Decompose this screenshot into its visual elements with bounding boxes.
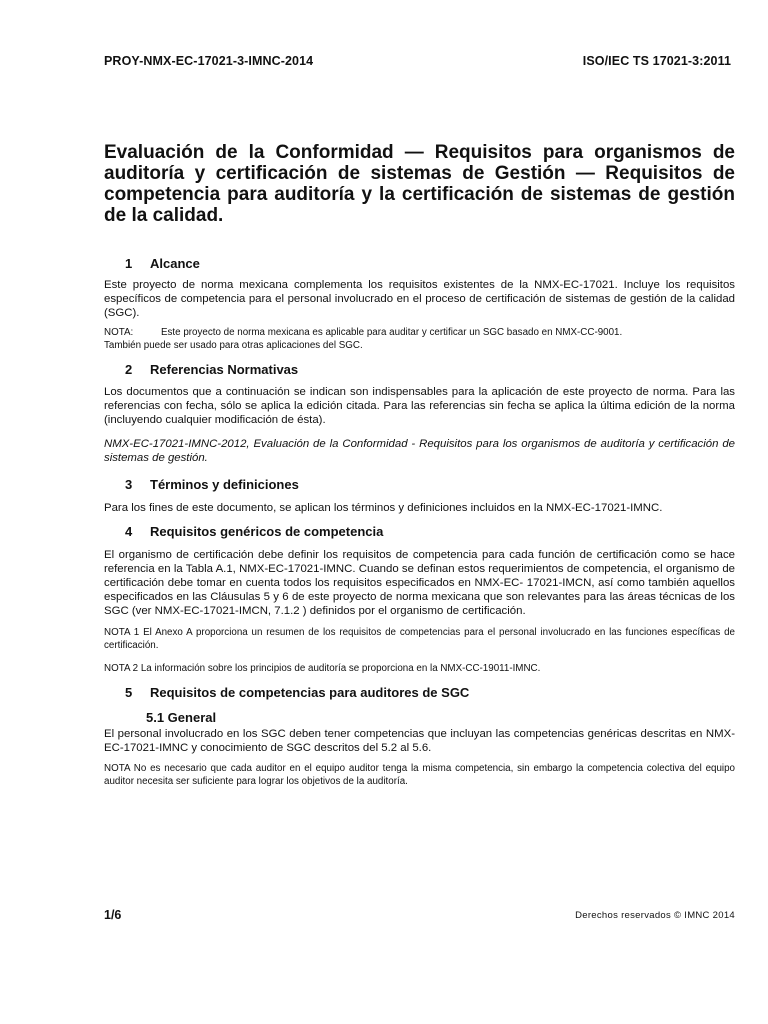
section-3-heading bbox=[104, 477, 735, 492]
document-title: Evaluación de la Conformidad — Requisitos para organismos de auditoría y certificación de sistemas de Gestión — Requisitos de competencia para auditoría y la certificación de sistemas de gestión de la calidad. bbox=[104, 142, 735, 226]
normative-reference: NMX-EC-17021-IMNC-2012, Evaluación de la Conformidad - Requisitos para los organismos de auditoría y certificación de sistemas de gestión. bbox=[104, 438, 735, 464]
section-title: Referencias Normativas bbox=[150, 362, 299, 377]
copyright-notice: Derechos reservados © IMNC 2014 bbox=[575, 910, 735, 921]
section-2-paragraph: Los documentos que a continuación se indican son indispensables para la aplicación de este proyecto de norma. Para las referencias con fecha, sólo se aplica la edición citada. Para las referencias sin fecha se aplica la última edición de la norma (incluyendo cualquier modificación de ésta). bbox=[104, 386, 735, 426]
section-number: 4 bbox=[125, 524, 133, 539]
page-footer bbox=[104, 908, 735, 928]
section-title: Requisitos de competencias para auditores de SGC bbox=[150, 685, 470, 700]
section-title: Requisitos genéricos de competencia bbox=[150, 524, 384, 539]
section-3-paragraph: Para los fines de este documento, se aplican los términos y definiciones incluidos en la NMX-EC-17021-IMNC. bbox=[104, 502, 663, 514]
header-iso-code: ISO/IEC TS 17021-3:2011 bbox=[582, 54, 731, 68]
note-line-2: También puede ser usado para otras aplicaciones del SGC. bbox=[104, 340, 363, 351]
section-4-heading bbox=[104, 524, 735, 539]
section-5-paragraph: El personal involucrado en los SGC deben tener competencias que incluyan las competencias genéricas descritas en NMX-EC-17021-IMNC y conocimiento de SGC descritos del 5.2 al 5.6. bbox=[104, 728, 735, 754]
section-number: 2 bbox=[125, 362, 133, 377]
section-number: 5 bbox=[125, 685, 133, 700]
section-5-heading bbox=[104, 685, 735, 700]
section-number: 3 bbox=[125, 477, 133, 492]
section-1-note bbox=[104, 326, 735, 352]
section-1-heading bbox=[104, 256, 735, 271]
section-title: Términos y definiciones bbox=[150, 477, 299, 492]
section-4-note-2: NOTA 2 La información sobre los principios de auditoría se proporciona en la NMX-CC-19011-IMNC. bbox=[104, 663, 541, 674]
note-label: NOTA: bbox=[104, 327, 134, 338]
section-title: Alcance bbox=[150, 256, 200, 271]
section-4-note-1: NOTA 1 El Anexo A proporciona un resumen de los requisitos de competencias para el personal involucrado en las funciones específicas de certificación. bbox=[104, 627, 735, 651]
section-2-heading bbox=[104, 362, 735, 377]
subsection-5-1-heading: 5.1 General bbox=[146, 710, 217, 725]
document-body bbox=[104, 142, 735, 788]
page-number: 1/6 bbox=[104, 908, 122, 922]
section-5-note: NOTA No es necesario que cada auditor en el equipo auditor tenga la misma competencia, sin embargo la competencia colectiva del equipo auditor necesita ser suficiente para lograr los objetivos de la auditoría. bbox=[104, 763, 735, 787]
section-4-paragraph: El organismo de certificación debe definir los requisitos de competencia para cada función de certificación como se hace referencia en la Tabla A.1, NMX-EC-17021-IMNC. Cuando se definan estos requerimientos de competencia, el organismo de certificación debe tomar en cuenta todos los requisitos especificados en NMX-EC- 17021-IMCN, así como también aquellos especificados en las Cláusulas 5 y 6 de este proyecto de norma mexicana que son relevantes para las áreas técnicas de los SGC (ver NMX-EC-17021-IMCN, 7.1.2 ) definidos por el organismo de certificación. bbox=[104, 549, 735, 617]
section-number: 1 bbox=[125, 256, 133, 271]
note-line-1: Este proyecto de norma mexicana es aplicable para auditar y certificar un SGC basado en NMX-CC-9001. bbox=[161, 327, 623, 338]
section-1-paragraph: Este proyecto de norma mexicana complementa los requisitos existentes de la NMX-EC-17021. Incluye los requisitos específicos de competencia para el personal involucrado en el proceso de certificación de sistemas de gestión de la calidad (SGC). bbox=[104, 279, 735, 319]
header-standard-code: PROY-NMX-EC-17021-3-IMNC-2014 bbox=[104, 54, 314, 68]
